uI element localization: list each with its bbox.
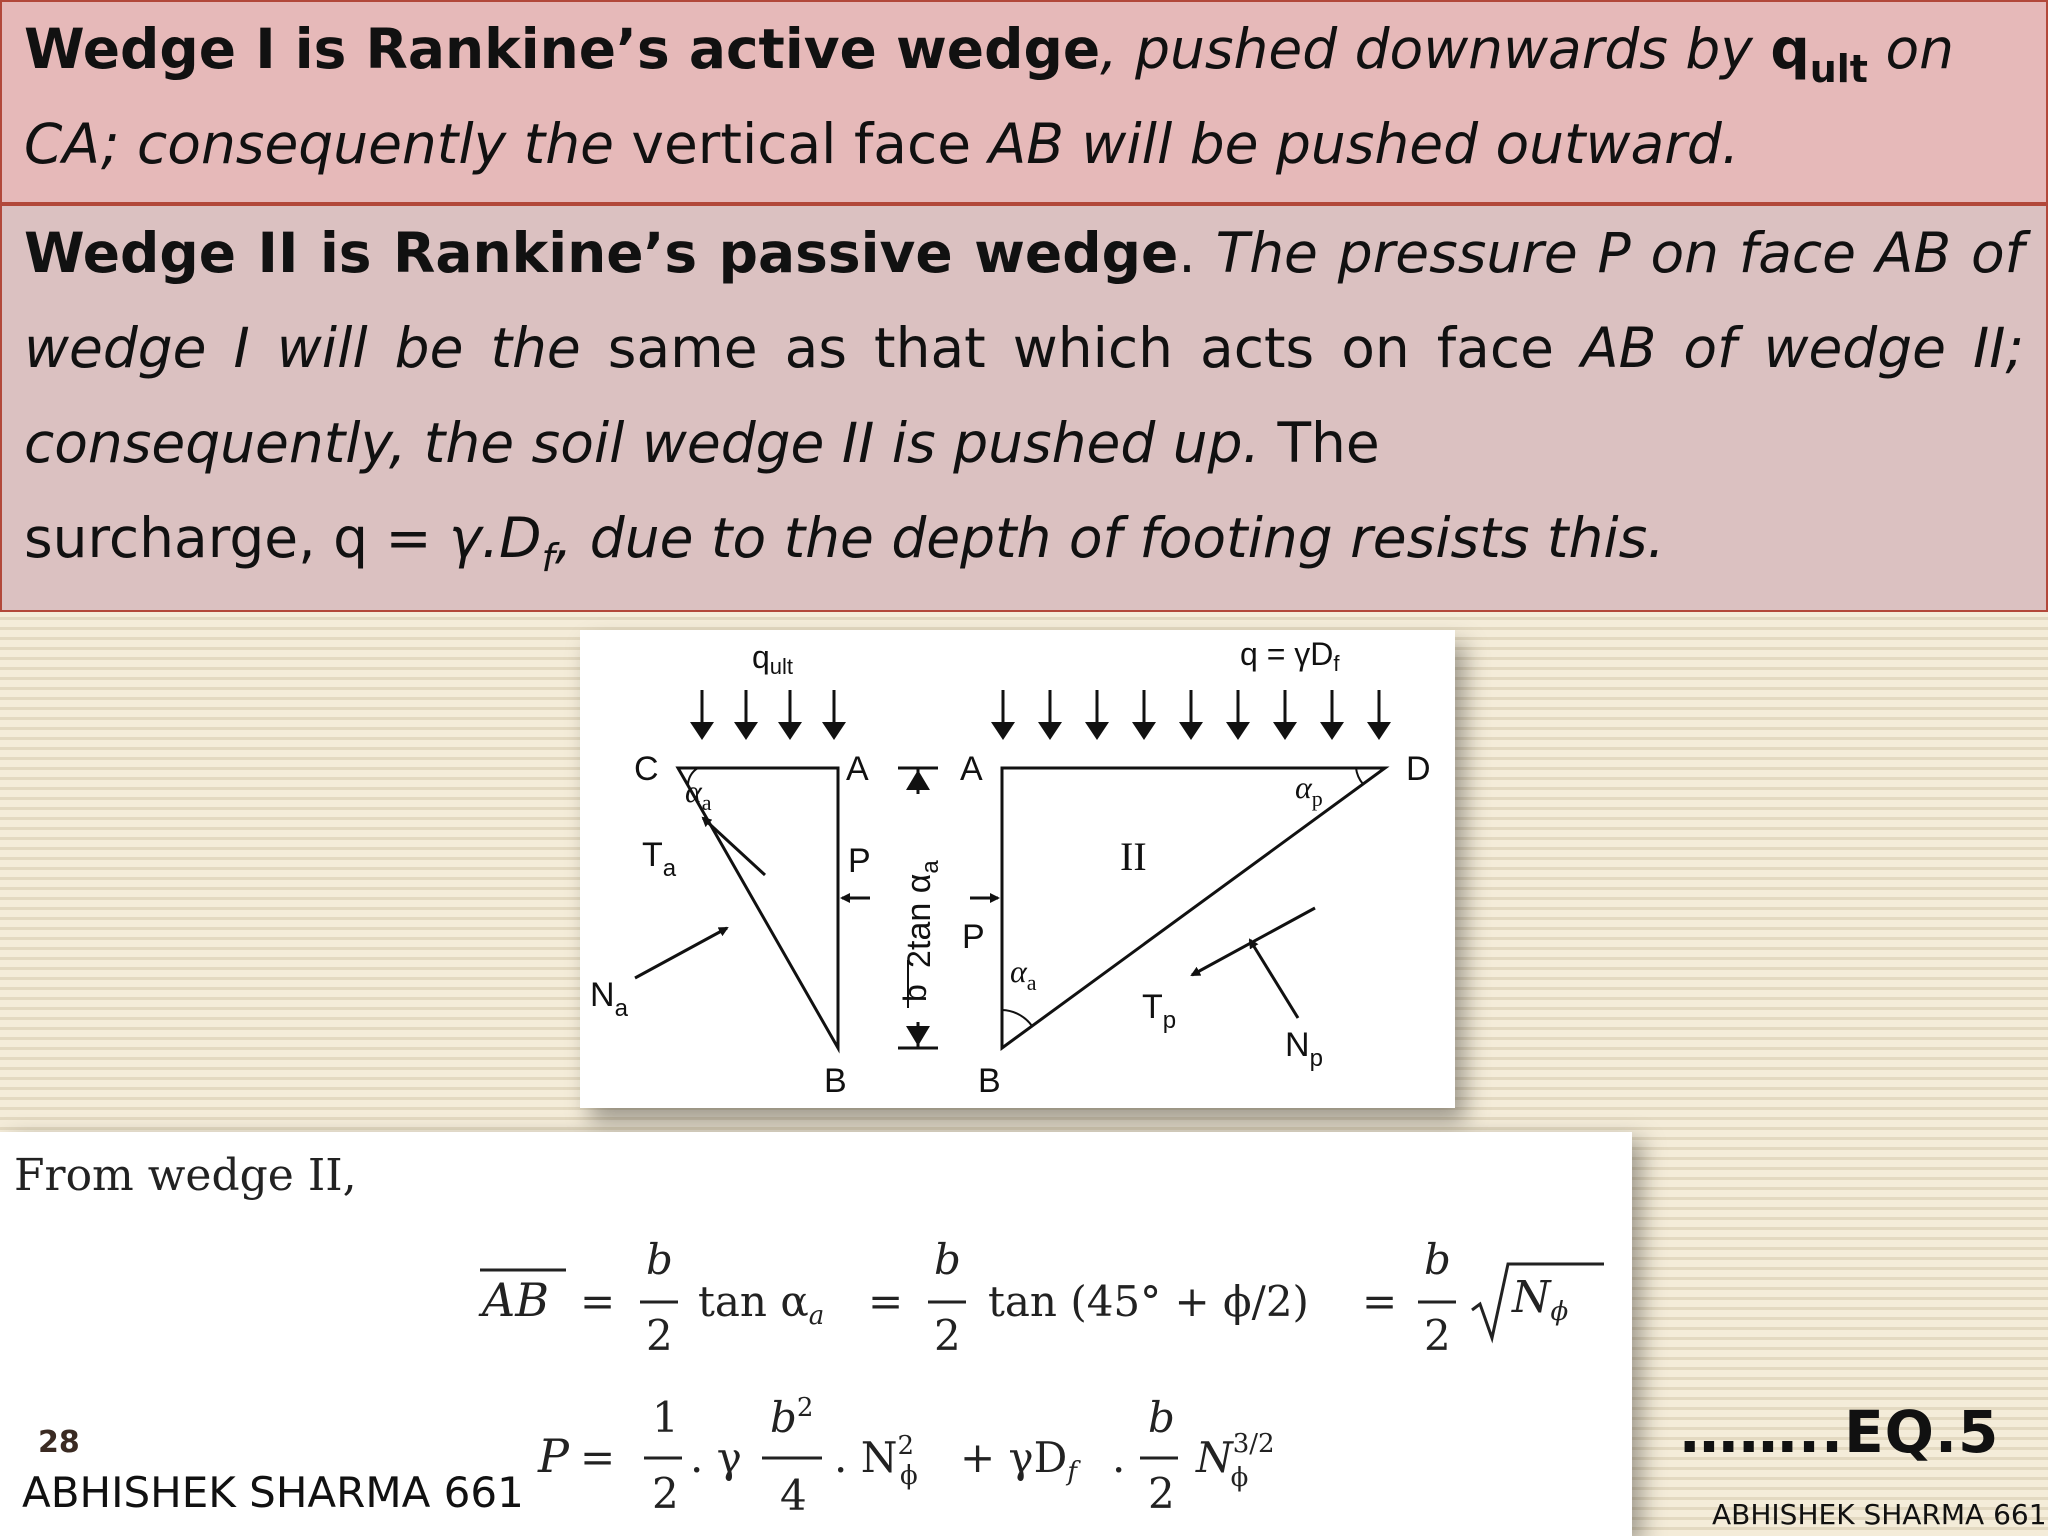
angle-arc-alpha-a-bottom [1002, 1010, 1032, 1026]
dimension-2-label: 2 [901, 950, 937, 968]
surcharge-arrow-heads [991, 722, 1391, 740]
box1-line2: CA; consequently the vertical face AB will be pushed outward. [24, 112, 1740, 176]
point-D-label: D [1406, 750, 1431, 788]
b-squared: $b^2$ [770, 1393, 814, 1442]
N-phi-squared: . $N^2$ ϕ [834, 1431, 918, 1491]
wedge-II-label: II [1120, 834, 1147, 879]
alpha-a-bottom-label: $\alpha_a$ [1010, 953, 1037, 995]
svg-text:2: 2 [646, 1311, 673, 1360]
svg-text:b: b [934, 1235, 961, 1284]
page-number: 28 [38, 1425, 80, 1460]
author-left: ABHISHEK SHARMA 661 [22, 1468, 524, 1517]
N-phi-3-2: $N^{3/2}$ ϕ [1196, 1429, 1275, 1493]
svg-text:2: 2 [1148, 1469, 1175, 1518]
equation-intro: From wedge II, [14, 1150, 357, 1201]
equation-number-label: ……..EQ.5 [1680, 1398, 2000, 1466]
svg-text:2: 2 [934, 1311, 961, 1360]
qult-symbol: $q_{ult}$ [1770, 17, 1868, 91]
P-right-label: P [962, 918, 985, 956]
box2-paragraph: Wedge II is Rankine’s passive wedge. The pressure P on face AB of wedge I will be the same as that which acts on face AB of wedge II; consequently, the soil wedge II is pushed up. The [24, 221, 2024, 475]
svg-text:P: P [538, 1429, 569, 1483]
Na-arrow [635, 928, 727, 978]
box2-last-line: surcharge, $q = \gamma.D_f$, due to the depth of footing resists this. [24, 506, 1665, 580]
AB-overline: AB [482, 1273, 550, 1327]
point-A-right-label: A [960, 750, 983, 788]
qult-load-arrows [702, 690, 834, 722]
author-right: ABHISHEK SHARMA 661 [1712, 1498, 2047, 1531]
svg-text:=: = [580, 1433, 616, 1482]
point-B-right-label: B [978, 1062, 1001, 1100]
passive-wedge-text-box [0, 204, 2048, 612]
svg-text:4: 4 [780, 1471, 807, 1520]
gamma-Df: + γDf [960, 1433, 1077, 1487]
passive-wedge-heading: Wedge II is Rankine’s passive wedge [24, 221, 1179, 285]
angle-arc-alpha-p [1356, 768, 1363, 784]
point-A-left-label: A [846, 750, 869, 788]
surcharge-label: q = γDf [1240, 636, 1340, 676]
alpha-a-top-label: $\alpha_a$ [685, 773, 712, 815]
qult-label: qult [752, 639, 794, 679]
point-B-left-label: B [824, 1062, 847, 1100]
equation-2 [537, 1393, 1275, 1520]
wedge-diagram [580, 630, 1455, 1108]
qult-arrow-heads [690, 722, 846, 740]
Np-label: $N_p$ [1285, 1026, 1323, 1072]
svg-text:=: = [1362, 1277, 1398, 1326]
svg-text:b: b [1424, 1235, 1451, 1284]
svg-text:1: 1 [652, 1393, 679, 1442]
svg-text:=: = [868, 1277, 904, 1326]
sqrt-N-phi: Nϕ [1512, 1272, 1569, 1327]
equation-1 [478, 1235, 1604, 1360]
P-left-label: P [848, 842, 871, 880]
active-wedge-heading: Wedge I is Rankine’s active wedge [24, 17, 1101, 81]
svg-text:. γ: . γ [690, 1433, 742, 1482]
Tp-label: $T_p$ [1142, 988, 1177, 1034]
tan-alpha-a: tan αa [698, 1277, 825, 1331]
svg-text:2: 2 [1424, 1311, 1451, 1360]
Na-label: $N_a$ [590, 976, 628, 1022]
surcharge-load-arrows [1003, 690, 1379, 722]
svg-text:b: b [1148, 1393, 1175, 1442]
dimension-b-label: b [897, 984, 933, 1002]
dimension-tan-label: $\tan \alpha_a$ [900, 860, 944, 950]
svg-text:2: 2 [652, 1469, 679, 1518]
wedge-II-outline [1002, 768, 1385, 1048]
Np-arrow [1250, 940, 1298, 1018]
Ta-label: $T_a$ [642, 836, 677, 882]
box1-line1: Wedge I is Rankine’s active wedge, pushed downwards by $q_{ult}$ on [24, 17, 1954, 91]
wedge-diagram-svg [580, 630, 1455, 1108]
alpha-p-label: $\alpha_p$ [1295, 769, 1323, 811]
svg-text:b: b [646, 1235, 673, 1284]
Tp-arrow [1192, 908, 1315, 975]
svg-text:=: = [580, 1277, 616, 1326]
active-wedge-text-box [0, 0, 2048, 204]
tan-45-plus-phi: tan (45° + ϕ/2) [988, 1277, 1309, 1326]
svg-text:.: . [1112, 1433, 1126, 1482]
point-C-label: C [634, 750, 659, 788]
